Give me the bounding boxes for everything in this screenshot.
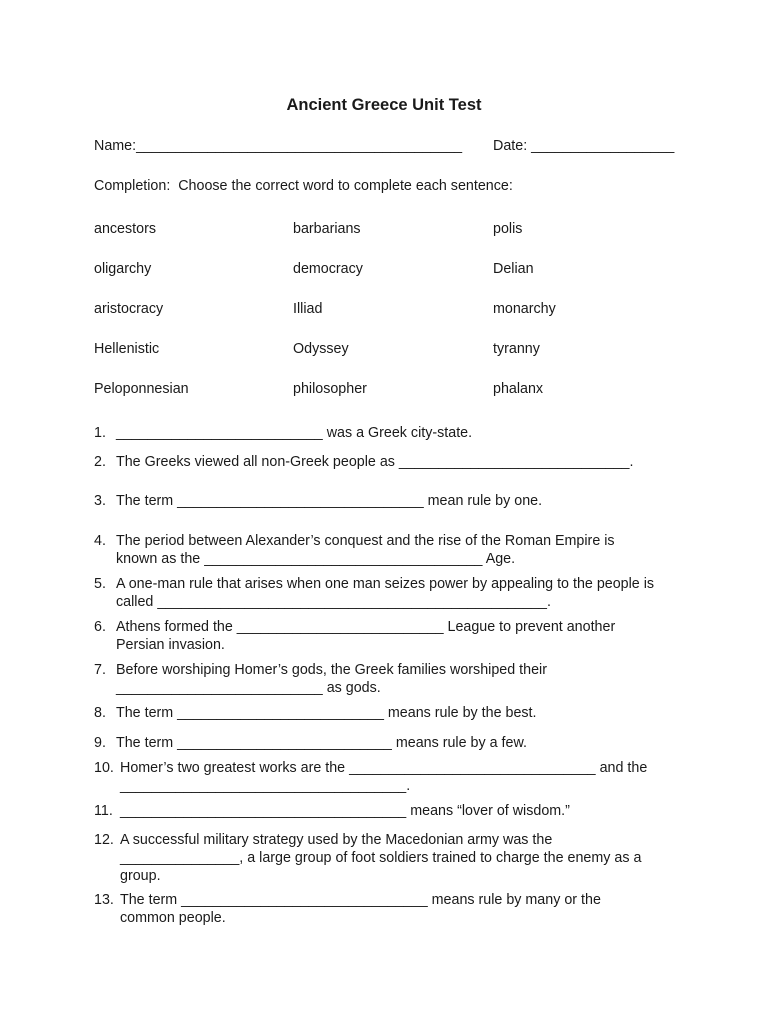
- question-number: 13.: [94, 892, 114, 908]
- question-text[interactable]: __________________________ was a Greek city-state.: [116, 425, 473, 441]
- question-number: 1.: [94, 425, 106, 441]
- question-text[interactable]: A one-man rule that arises when one man seizes power by appealing to the people is called _________________________________________________.: [116, 576, 655, 610]
- question-text[interactable]: The period between Alexander’s conquest and the rise of the Roman Empire is known as the ___________________________________ Age.: [116, 533, 615, 567]
- word-bank-item: tyranny: [493, 341, 540, 357]
- date-field-line[interactable]: Date: __________________: [493, 138, 675, 154]
- question-number: 2.: [94, 454, 106, 470]
- question-number: 9.: [94, 735, 106, 751]
- question-number: 6.: [94, 619, 106, 635]
- word-bank-item: Delian: [493, 261, 534, 277]
- question-number: 5.: [94, 576, 106, 592]
- question-item: [94, 891, 704, 927]
- question-number: 7.: [94, 662, 106, 678]
- word-bank-item: phalanx: [493, 381, 544, 397]
- word-bank-item: monarchy: [493, 301, 556, 317]
- question-item: [94, 492, 704, 510]
- question-text[interactable]: A successful military strategy used by the Macedonian army was the _______________, a large group of foot soldiers trained to charge the enemy as a group.: [120, 832, 642, 884]
- question-item: [94, 802, 704, 820]
- word-bank-item: polis: [493, 221, 523, 237]
- word-bank-item: oligarchy: [94, 261, 152, 277]
- question-number: 12.: [94, 832, 114, 848]
- question-text[interactable]: The term __________________________ means rule by the best.: [116, 705, 537, 721]
- instructions: Completion: Choose the correct word to complete each sentence:: [94, 178, 513, 194]
- word-bank-item: democracy: [293, 261, 363, 277]
- page-title: Ancient Greece Unit Test: [286, 96, 482, 114]
- question-text[interactable]: Athens formed the __________________________ League to prevent another Persian invasion.: [116, 619, 616, 653]
- question-item: [94, 704, 704, 722]
- question-item: [94, 661, 704, 697]
- question-text[interactable]: The term _______________________________ mean rule by one.: [116, 493, 543, 509]
- question-number: 10.: [94, 760, 114, 776]
- question-number: 11.: [94, 803, 113, 819]
- question-text[interactable]: The term _______________________________ means rule by many or the common people.: [120, 892, 601, 926]
- word-bank-item: philosopher: [293, 381, 367, 397]
- question-number: 3.: [94, 493, 106, 509]
- question-text[interactable]: Homer’s two greatest works are the _______________________________ and the ____________________________________.: [120, 760, 648, 794]
- question-item: [94, 453, 704, 471]
- question-text[interactable]: Before worshiping Homer’s gods, the Greek families worshiped their __________________________ as gods.: [116, 662, 547, 696]
- question-item: [94, 575, 704, 611]
- question-text[interactable]: The term ___________________________ means rule by a few.: [116, 735, 527, 751]
- question-item: [94, 532, 704, 568]
- question-item: [94, 759, 704, 795]
- question-item: [94, 734, 704, 752]
- word-bank-item: Odyssey: [293, 341, 349, 357]
- question-number: 8.: [94, 705, 106, 721]
- word-bank-item: Hellenistic: [94, 341, 160, 357]
- word-bank-item: barbarians: [293, 221, 361, 237]
- question-item: [94, 424, 704, 442]
- question-text[interactable]: The Greeks viewed all non-Greek people as _____________________________.: [116, 454, 634, 470]
- word-bank-item: aristocracy: [94, 301, 164, 317]
- word-bank-item: ancestors: [94, 221, 156, 237]
- question-number: 4.: [94, 533, 106, 549]
- word-bank-item: Peloponnesian: [94, 381, 189, 397]
- word-bank-item: Illiad: [293, 301, 323, 317]
- question-item: [94, 618, 704, 654]
- question-text[interactable]: ____________________________________ means “lover of wisdom.”: [120, 803, 570, 819]
- name-field-line[interactable]: Name:_________________________________________: [94, 138, 463, 154]
- question-item: [94, 831, 704, 885]
